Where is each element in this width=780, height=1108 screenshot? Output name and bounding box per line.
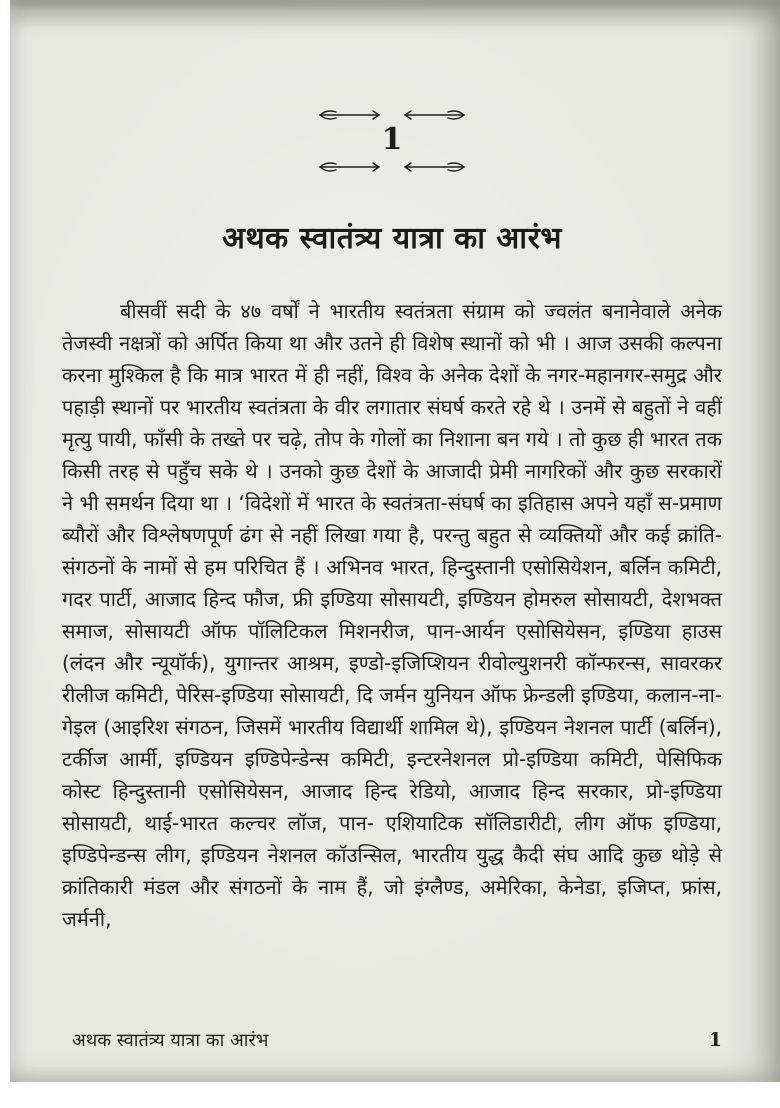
- page-content: [10, 108, 780, 935]
- chapter-number: 1: [381, 122, 403, 157]
- chapter-heading-block: [62, 108, 722, 174]
- ornament-flourish-bottom-icon: [317, 160, 467, 174]
- scanned-book-page: [10, 0, 780, 1082]
- footer-page-number: 1: [708, 1029, 722, 1051]
- footer-running-title: अथक स्वातंत्र्य यात्रा का आरंभ: [72, 1030, 269, 1051]
- page-footer: [72, 1028, 722, 1052]
- ornament-flourish-top-icon: [317, 108, 467, 122]
- body-paragraph: बीसवीं सदी के ४७ वर्षों ने भारतीय स्वतंत्रता संग्राम को ज्वलंत बनानेवाले अनेक तेजस्वी नक्षत्रों को अर्पित किया था और उतने ही विशेष स्थानों को भी । आज उसकी कल्पना करना मुश्किल है कि मात्र भारत में ही नहीं, विश्व के अनेक देशों के नगर-महानगर-समुद्र और पहाड़ी स्थानों पर भारतीय स्वतंत्रता के वीर लगातार संघर्ष करते रहे थे । उनमें से बहुतों ने वहीं मृत्यु पायी, फाँसी के तख्ते पर चढ़े, तोप के गोलों का निशाना बन गये । तो कुछ ही भारत तक किसी तरह से पहुँच सके थे । उनको कुछ देशों के आजादी प्रेमी नागरिकों और कुछ सरकारों ने भी समर्थन दिया था । ‘विदेशों में भारत के स्वतंत्रता-संघर्ष का इतिहास अपने यहाँ स-प्रमाण ब्यौरों और विश्लेषणपूर्ण ढंग से नहीं लिखा गया है, परन्तु बहुत से व्यक्तियों और कई क्रांति-संगठनों के नामों से हम परिचित हैं । अभिनव भारत, हिन्दुस्तानी एसोसियेशन, बर्लिन कमिटी, गदर पार्टी, आजाद हिन्द फौज, फ्री इण्डिया सोसायटी, इण्डियन होमरुल सोसायटी, देशभक्त समाज, सोसायटी ऑफ पॉलिटिकल मिशनरीज, पान-आर्यन एसोसियेसन, इण्डिया हाउस (लंदन और न्यूयॉर्क), युगान्तर आश्रम, इण्डो-इजिप्शियन रीवोल्युशनरी कॉन्फरन्स, सावरकर रीलीज कमिटी, पेरिस-इण्डिया सोसायटी, दि जर्मन युनियन ऑफ फ्रेन्डली इण्डिया, कलान-ना-गेइल (आइरिश संगठन, जिसमें भारतीय विद्यार्थी शामिल थे), इण्डियन नेशनल पार्टी (बर्लिन), टर्कीज आर्मी, इण्डियन इण्डिपेन्डेन्स कमिटी, इन्टरनेशनल प्रो-इण्डिया कमिटी, पेसिफिक कोस्ट हिन्दुस्तानी एसोसियेसन, आजाद हिन्द रेडियो, आजाद हिन्द सरकार, प्रो-इण्डिया सोसायटी, थाई-भारत कल्चर लॉज, पान- एशियाटिक सॉलिडारीटी, लीग ऑफ इण्डिया, इण्डिपेन्डन्स लीग, इण्डियन नेशनल कॉउन्सिल, भारतीय युद्ध कैदी संघ आदि कुछ थोड़े से क्रांतिकारी मंडल और संगठनों के नाम हैं, जो इंग्लैण्ड, अमेरिका, केनेडा, इजिप्त, फ्रांस, जर्मनी,: [62, 299, 722, 931]
- chapter-title: अथक स्वातंत्र्य यात्रा का आरंभ: [222, 221, 562, 256]
